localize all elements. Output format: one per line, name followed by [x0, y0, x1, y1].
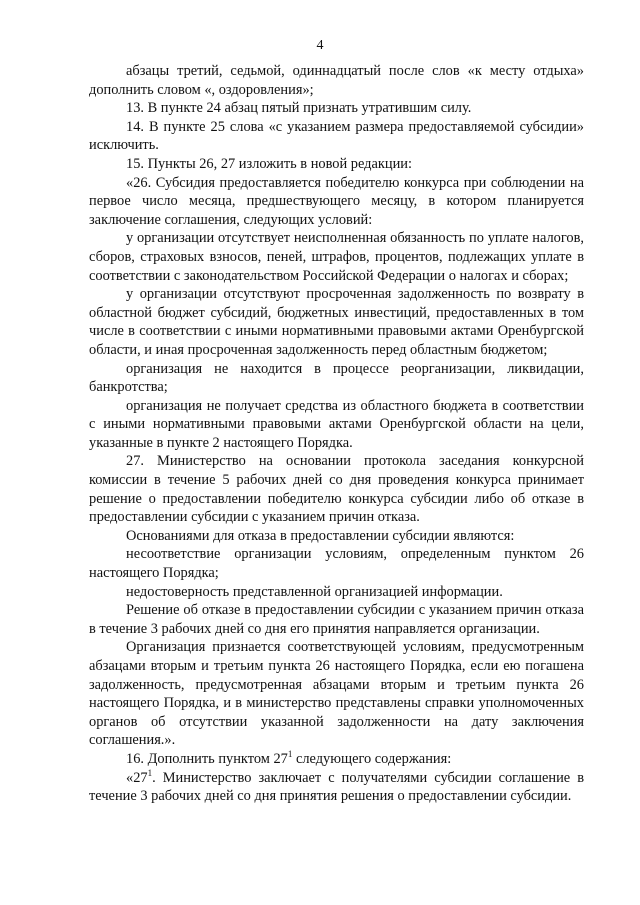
paragraph: организация не находится в процессе реорганизации, ликвидации, банкротства;: [89, 360, 584, 396]
paragraph-16: [89, 750, 584, 769]
paragraph: 27. Министерство на основании протокола заседания конкурсной комиссии в течение 5 рабочих дней со дня проведения конкурса принимает решение о предоставлении победителю конкурса субсидии либо об отказе в предоставлении субсидии с указанием причин отказа.: [89, 453, 584, 526]
paragraph: Решение об отказе в предоставлении субсидии с указанием причин отказа в течение 3 рабочих дней со дня его принятия направляется организации.: [89, 602, 584, 637]
paragraph: недостоверность представленной организацией информации.: [126, 583, 503, 600]
paragraph: Основаниями для отказа в предоставлении субсидии являются:: [126, 527, 515, 544]
page-number: 4: [316, 38, 324, 53]
paragraph: 15. Пункты 26, 27 изложить в новой редакции:: [126, 155, 412, 172]
paragraph-27-1-text: . Министерство заключает с получателями субсидии соглашение в течение 3 рабочих дней со дня принятия решения о предоставлении субсидии.: [89, 769, 584, 805]
paragraph: у организации отсутствуют просроченная задолженность по возврату в областной бюджет субсидий, бюджетных инвестиций, предоставленных в том числе в соответствии с иными нормативными правовыми актами Оренбургской области, и иная просроченная задолженность перед областным бюджетом;: [89, 286, 584, 358]
paragraph: 14. В пункте 25 слова «с указанием размера предоставляемой субсидии» исключить.: [89, 118, 584, 154]
paragraph: Организация признается соответствующей условиям, предусмотренным абзацами вторым и третьим пункта 26 настоящего Порядка, если ею погашена задолженность, предусмотренная абзацами вторым и третьим пункта 26 настоящего Порядка, и в министерство представлены справки уполномоченных органов об отсутствии указанной задолженности на дату заключения соглашения.».: [89, 639, 584, 749]
paragraph: организация не получает средства из областного бюджета в соответствии с иными нормативными правовыми актами Оренбургской области на цели, указанные в пункте 2 настоящего Порядка.: [89, 397, 584, 451]
paragraph: «26. Субсидия предоставляется победителю конкурса при соблюдении на первое число месяца, предшествующего месяцу, в котором планируется заключение соглашения, следующих условий:: [89, 174, 584, 228]
paragraph: 13. В пункте 24 абзац пятый признать утратившим силу.: [126, 100, 472, 117]
paragraph-16-text: 16. Дополнить пунктом 27: [126, 750, 288, 767]
paragraph-27-1-start: «27: [126, 769, 148, 786]
paragraph-27-1: [89, 769, 584, 806]
paragraph: у организации отсутствует неисполненная обязанность по уплате налогов, сборов, страховых взносов, пеней, штрафов, процентов, подлежащих уплате в соответствии с законодательством Российской Федерации о налогах и сборах;: [89, 230, 584, 284]
paragraph: несоответствие организации условиям, определенным пунктом 26 настоящего Порядка;: [89, 546, 584, 582]
paragraph: абзацы третий, седьмой, одиннадцатый после слов «к месту отдыха» дополнить словом «, оздоровления»;: [89, 63, 584, 98]
paragraph-16-text-end: следующего содержания:: [292, 750, 452, 767]
document-body: [89, 62, 584, 806]
superscript: 1: [147, 767, 153, 778]
superscript: 1: [287, 749, 293, 760]
